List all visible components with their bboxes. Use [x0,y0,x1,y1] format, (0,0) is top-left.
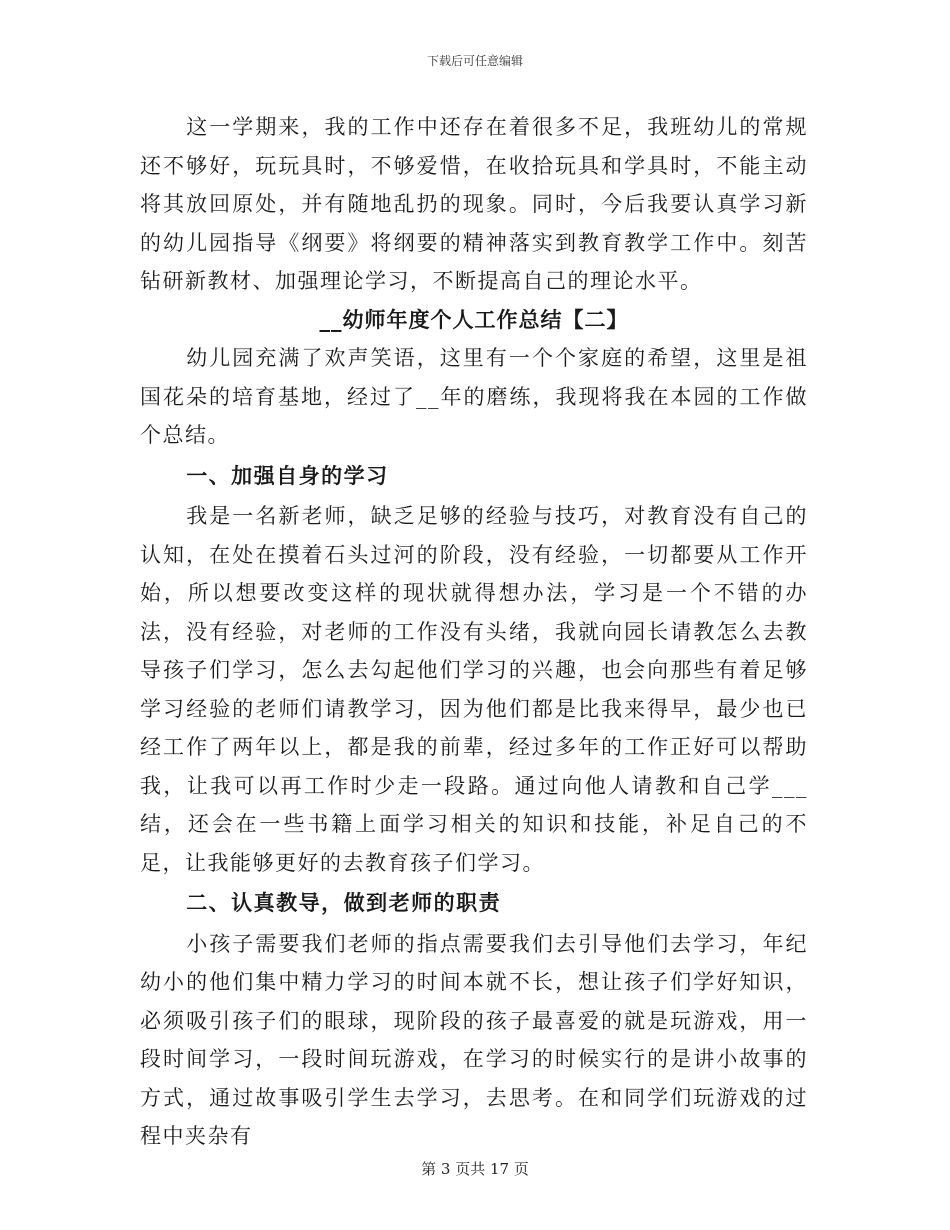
document-body [140,108,808,1156]
paragraph-1: 这一学期来，我的工作中还存在着很多不足，我班幼儿的常规还不够好，玩玩具时，不够爱惜，在收拾玩具和学具时，不能主动将其放回原处，并有随地乱扔的现象。同时，今后我要认真学习新的幼儿园指导《纲要》将纲要的精神落实到教育教学工作中。刻苦钻研新教材、加强理论学习，不断提高自己的理论水平。 [140,115,808,293]
heading-2: 二、认真教导，做到老师的职责 [186,890,502,915]
paragraph-4: 小孩子需要我们老师的指点需要我们去引导他们去学习，年纪幼小的他们集中精力学习的时间本就不长，想让孩子们学好知识，必须吸引孩子们的眼球，现阶段的孩子最喜爱的就是玩游戏，用一段时间学习，一段时间玩游戏，在学习的时候实行的是讲小故事的方式，通过故事吸引学生去学习，去思考。在和同学们玩游戏的过程中夹杂有 [140,931,808,1148]
paragraph-2: 幼儿园充满了欢声笑语，这里有一个个家庭的希望，这里是祖国花朵的培育基地，经过了__年的磨练，我现将我在本园的工作做个总结。 [140,346,808,447]
heading-1: 一、加强自身的学习 [186,462,389,488]
page-number-footer: 第 3 页共 17 页 [421,1160,529,1178]
paragraph-3: 我是一名新老师，缺乏足够的经验与技巧，对教育没有自己的认知，在处在摸着石头过河的阶段，没有经验，一切都要从工作开始，所以想要改变这样的现状就得想办法，学习是一个不错的办法，没有经验，对老师的工作没有头绪，我就向园长请教怎么去教导孩子们学习，怎么去勾起他们学习的兴趣，也会向那些有着足够学习经验的老师们请教学习，因为他们都是比我来得早，最少也已经工作了两年以上，都是我的前辈，经过多年的工作正好可以帮助我，让我可以再工作时少走一段路。通过向他人请教和自己学___结，还会在一些书籍上面学习相关的知识和技能，补足自己的不足，让我能够更好的去教育孩子们学习。 [140,504,808,875]
page-header-note: 下载后可任意编辑 [426,54,523,68]
section-title: __幼师年度个人工作总结【二】 [319,306,629,332]
